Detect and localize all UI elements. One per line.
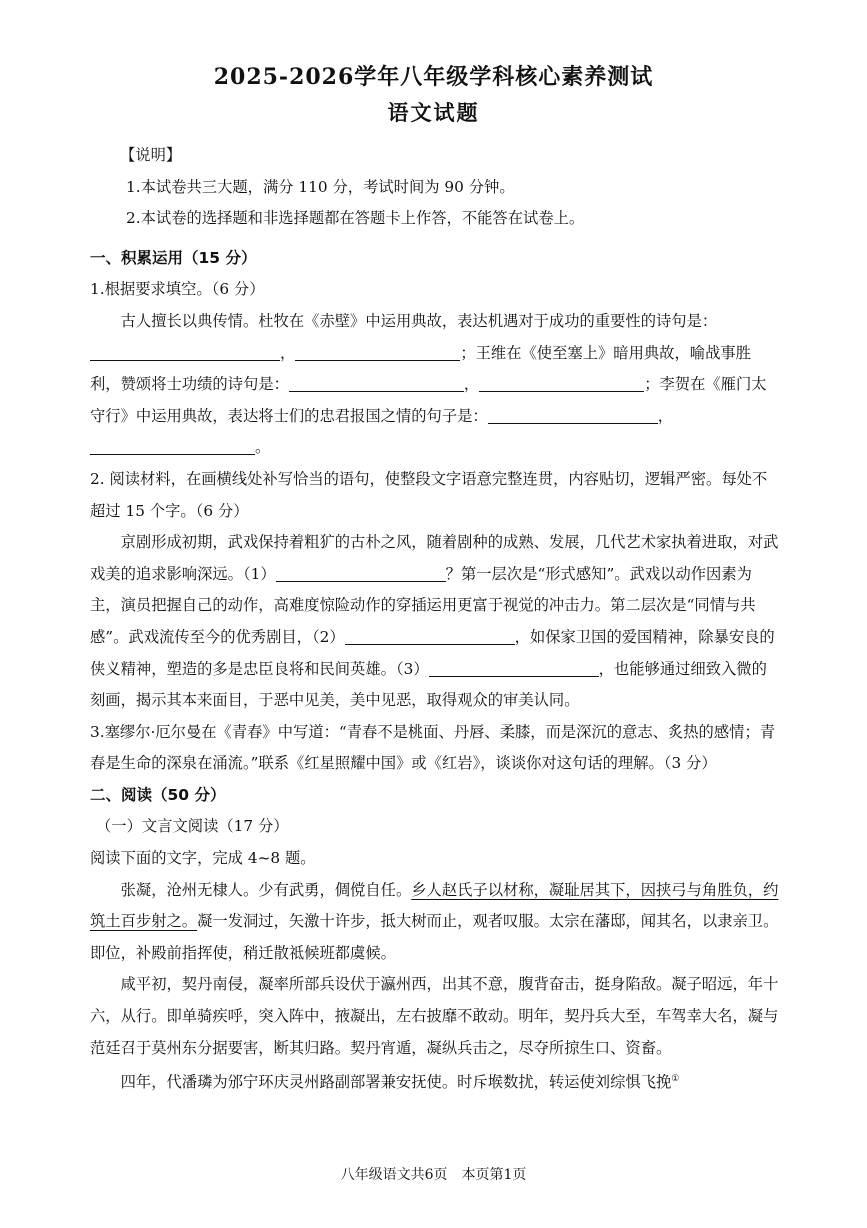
instruction-item-1: 1.本试卷共三大题，满分 110 分，考试时间为 90 分钟。 — [126, 177, 515, 196]
reading-instruction: 阅读下面的文字，完成 4~8 题。 — [90, 849, 316, 868]
instructions-block — [90, 140, 780, 235]
classical-text-para-3 — [90, 1064, 780, 1099]
answer-blank-q2-1[interactable] — [276, 565, 446, 582]
section2-heading: 二、阅读（50 分） — [90, 785, 226, 804]
answer-blank-4[interactable] — [479, 375, 644, 392]
answer-blank-1[interactable] — [90, 344, 280, 361]
page-footer: 八年级语文共6页 本页第1页 — [340, 1167, 527, 1183]
footnote-marker: ① — [671, 1074, 680, 1085]
instructions-label: 【说明】 — [120, 146, 182, 164]
para1-text-a: 张凝，沧州无棣人。少有武勇，倜傥自任。 — [120, 880, 412, 899]
exam-subtitle: 语文试题 — [387, 100, 480, 125]
q1-text-a: 古人擅长以典传情。杜牧在《赤壁》中运用典故，表达机遇对于成功的重要性的诗句是： — [120, 311, 718, 330]
q1-stem: 1.根据要求填空。（6 分） — [90, 280, 265, 299]
answer-blank-q2-3[interactable] — [429, 659, 599, 676]
classical-text-para-2: 咸平初，契丹南侵，凝率所部兵设伏于瀛州西，出其不意，腹背奋击，挺身陷敌。凝子昭远，年十六，从行。即单骑疾呼，突入阵中，掖凝出，左右披靡不敢动。明年，契丹兵大至，车驾幸大名，凝与范廷召于莫州东分据要害，断其归路。契丹宵遁，凝纵兵击之，尽夺所掠生口、资畜。 — [90, 975, 779, 1057]
q2-text-c: ，如保家卫国的爱国精神，除暴安良的侠义精神，塑造的多是忠臣良将和民间英雄。（3） — [90, 627, 775, 678]
underlined-sentence: 乡人赵氏子以材称，凝耻居其下，因挟弓与角胜负，约筑土百步射之。 — [90, 880, 779, 931]
q3-stem: 3.塞缪尔·厄尔曼在《青春》中写道：“青春不是桃面、丹唇、柔膝，而是深沉的意志、炙热的感情；青春是生命的深泉在涌流。”联系《红星照耀中国》或《红岩》，谈谈你对这句话的理解。（3 分） — [90, 722, 776, 773]
q2-body — [90, 527, 780, 717]
q1-end: 。 — [255, 438, 271, 457]
classical-text-para-1 — [90, 875, 780, 970]
section1-heading: 一、积累运用（15 分） — [90, 248, 257, 267]
answer-blank-5[interactable] — [488, 407, 658, 424]
q2-text-d: ，也能够通过细致入微的刻画，揭示其本来面目，于恶中见美，美中见恶，取得观众的审美认同。 — [90, 659, 767, 710]
para3-text: 四年，代潘璘为邠宁环庆灵州路副部署兼安抚使。时斥堠数扰，转运使刘综惧飞挽 — [120, 1073, 672, 1092]
answer-blank-6[interactable] — [90, 438, 255, 455]
q1-sep-2: ， — [463, 375, 480, 394]
exam-title: 2025-2026学年八年级学科核心素养测试 — [213, 64, 654, 90]
q2-stem: 2. 阅读材料，在画横线处补写恰当的语句，使整段文字语意完整连贯，内容贴切，逻辑严密。每处不超过 15 个字。（6 分） — [90, 469, 768, 520]
q1-body — [90, 306, 780, 464]
section2-part1-heading: （一）文言文阅读（17 分） — [96, 817, 289, 836]
para1-text-b: 凝一发洞过，矢激十许步，抵大树而止，观者叹服。太宗在藩邸，闻其名，以隶亲卫。即位，补殿前指挥使，稍迁散祗候班都虞候。 — [90, 912, 779, 962]
exam-content — [90, 140, 780, 1099]
answer-blank-3[interactable] — [289, 375, 464, 392]
answer-blank-2[interactable] — [295, 344, 460, 361]
q1-sep-1: ， — [280, 343, 296, 362]
q2-text-b: ？第一层次是“形式感知”。武戏以动作因素为主，演员把握自己的动作，高难度惊险动作的穿插运用更富于视觉的冲击力。第二层次是“同情与共感”。武戏流传至今的优秀剧目，（2） — [90, 564, 756, 646]
q1-text-c: ；李贺在《雁门太守行》中运用典故，表达将士们的忠君报国之情的句子是： — [90, 375, 767, 425]
q2-text-a: 京剧形成初期，武戏保持着粗犷的古朴之风，随着剧种的成熟、发展，几代艺术家执着进取，对武戏美的追求影响深远。（1） — [90, 533, 779, 583]
instruction-item-2: 2.本试卷的选择题和非选择题都在答题卡上作答，不能答在试卷上。 — [126, 209, 585, 228]
q1-text-b: ；王维在《使至塞上》暗用典故，喻战事胜利，赞颂将士功绩的诗句是： — [90, 343, 751, 394]
answer-blank-q2-2[interactable] — [345, 628, 515, 645]
q1-sep-3: ， — [657, 406, 674, 425]
